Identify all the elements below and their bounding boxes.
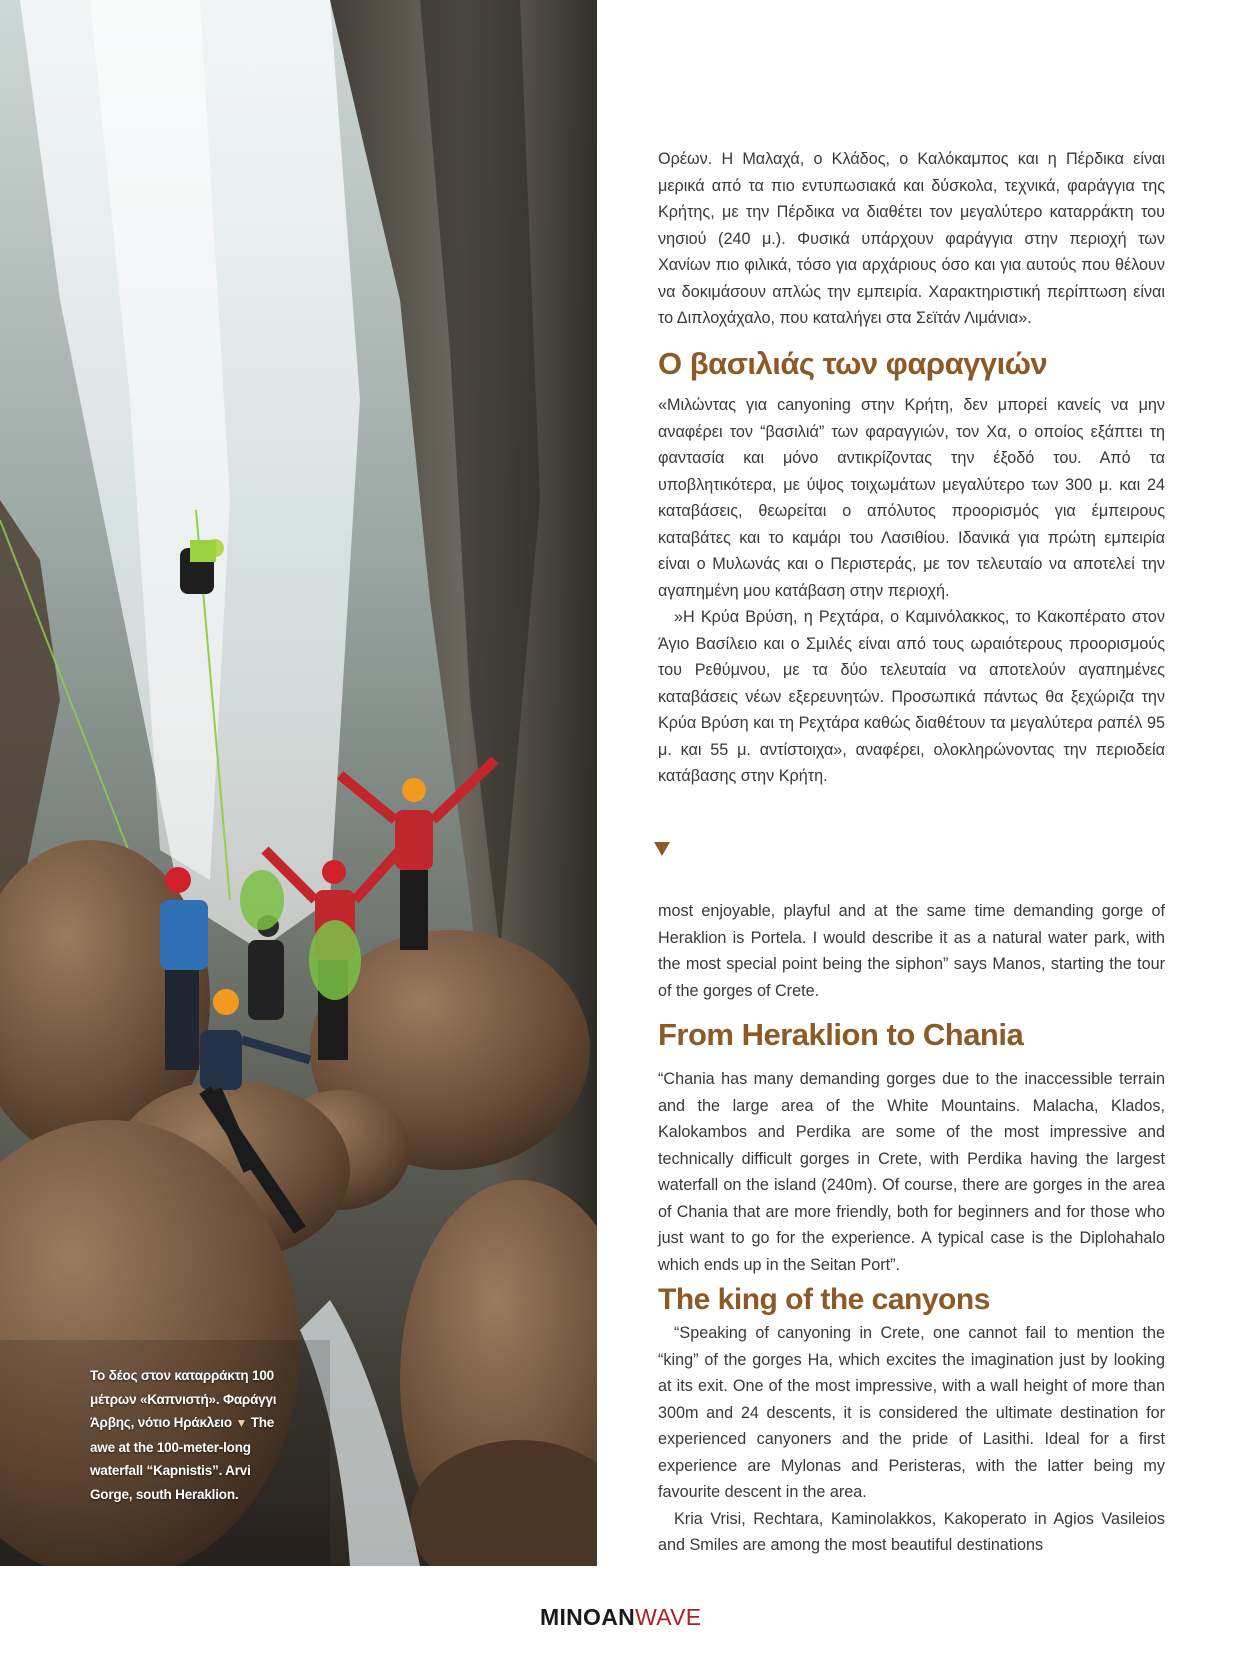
caption-greek: Το δέος στον καταρράκτη 100 μέτρων «Καπνιστή». Φαράγγι Άρβης, νότιο Ηράκλειο <box>90 1368 277 1430</box>
english-heading-2: The king of the canyons <box>658 1283 990 1316</box>
greek-text-1: Ορέων. Η Μαλαχά, ο Κλάδος, ο Καλόκαμπος και η Πέρδικα είναι μερικά από τα πιο εντυπωσιακά και δύσκολα, τεχνικά, φαράγγια της Κρήτης, με την Πέρδικα να διαθέτει τον μεγαλύτερο καταρράκτη του νησιού (240 μ.). Φυσικά υπάρχουν φαράγγια στην περιοχή των Χανίων πιο φιλικά, τόσο για αρχάριους όσο και για αυτούς που θέλουν να δοκιμάσουν απλώς την εμπειρία. Χαρακτηριστική περίπτωση είναι το Διπλοχάχαλο, που καταλήγει στα Σεϊτάν Λιμάνια». <box>658 150 1165 327</box>
english-text-1: most enjoyable, playful and at the same time demanding gorge of Heraklion is Portela. I would describe it as a natural water park, with the most special point being the siphon” says Manos, starting the tour of the gorges of Crete. <box>658 902 1165 1000</box>
minoanwave-logo <box>540 1604 701 1631</box>
logo-light: WAVE <box>635 1604 702 1630</box>
logo-bold: MINOAN <box>540 1604 636 1630</box>
waterfall-illustration <box>0 0 597 1566</box>
caption-triangle-icon: ▼ <box>235 1416 248 1430</box>
greek-paragraphs <box>658 392 1165 790</box>
greek-text-2: «Μιλώντας για canyoning στην Κρήτη, δεν μπορεί κανείς να μην αναφέρει τον “βασιλιά” των φαραγγιών, τον Χα, ο οποίος εξάπτει τη φαντασία και μόνο αντικρίζοντας την έξοδό του. Από τα υποβλητικότερα, με ύψος τοιχωμάτων μεγαλύτερο των 300 μ. και 24 καταβάσεις, θεωρείται ο απόλυτος προορισμός για έμπειρους καταβάτες και το καμάρι του Λασιθίου. Ιδανικά για πρώτη εμπειρία είναι ο Μυλωνάς και ο Περιστεράς, με τον τελευταίο να αποτελεί την αγαπημένη μου κατάβαση στην περιοχή. <box>658 396 1165 600</box>
english-paragraphs-3 <box>658 1320 1165 1559</box>
english-paragraph-2 <box>658 1066 1165 1278</box>
canyon-photo <box>0 0 597 1566</box>
greek-heading: Ο βασιλιάς των φαραγγιών <box>658 346 1048 381</box>
caption-english: The awe at the 100-meter-long waterfall “Kapnistis”. Arvi Gorge, south Heraklion. <box>90 1415 275 1502</box>
english-paragraph-1 <box>658 898 1165 1004</box>
language-divider-triangle-icon <box>654 842 670 856</box>
greek-paragraph-1 <box>658 146 1165 332</box>
photo-caption <box>90 1364 290 1506</box>
english-text-2: “Chania has many demanding gorges due to the inaccessible terrain and the large area of the White Mountains. Malacha, Klados, Kalokambos and Perdika are some of the most impressive and technically difficult gorges in Crete, with Perdika having the largest waterfall on the island (240m). Of course, there are gorges in the area of Chania that are more friendly, both for beginners and for those who just want to go for the experience. A typical case is the Diplohahalo which ends up in the Seitan Port”. <box>658 1070 1165 1274</box>
english-heading-1: From Heraklion to Chania <box>658 1017 1024 1052</box>
english-text-3: “Speaking of canyoning in Crete, one cannot fail to mention the “king” of the gorges Ha, which excites the imagination just by looking at its exit. One of the most impressive, with a wall height of more than 300m and 24 descents, it is considered the ultimate destination for experienced canyoners and the pride of Lasithi. Ideal for a first experience are Mylonas and Peristeras, with the latter being my favourite descent in the area. <box>658 1324 1165 1501</box>
greek-text-3: »Η Κρύα Βρύση, η Ρεχτάρα, ο Καμινόλακκος, το Κακοπέρατο στον Άγιο Βασίλειο και ο Σμιλές είναι από τους ωραιότερους προορισμούς του Ρεθύμνου, με τα δύο τελευταία να αποτελούν αγαπημένες καταβάσεις νέων εξερευνητών. Προσωπικά πάντως θα ξεχώριζα την Κρύα Βρύση και τη Ρεχτάρα καθώς διαθέτουν τα μεγαλύτερα ραπέλ 95 μ. και 55 μ. αντίστοιχα», αναφέρει, ολοκληρώνοντας την περιοδεία κατάβασης στην Κρήτη. <box>658 608 1165 785</box>
english-text-4: Kria Vrisi, Rechtara, Kaminolakkos, Kakoperato in Agios Vasileios and Smiles are among the most beautiful destinations <box>658 1509 1165 1554</box>
